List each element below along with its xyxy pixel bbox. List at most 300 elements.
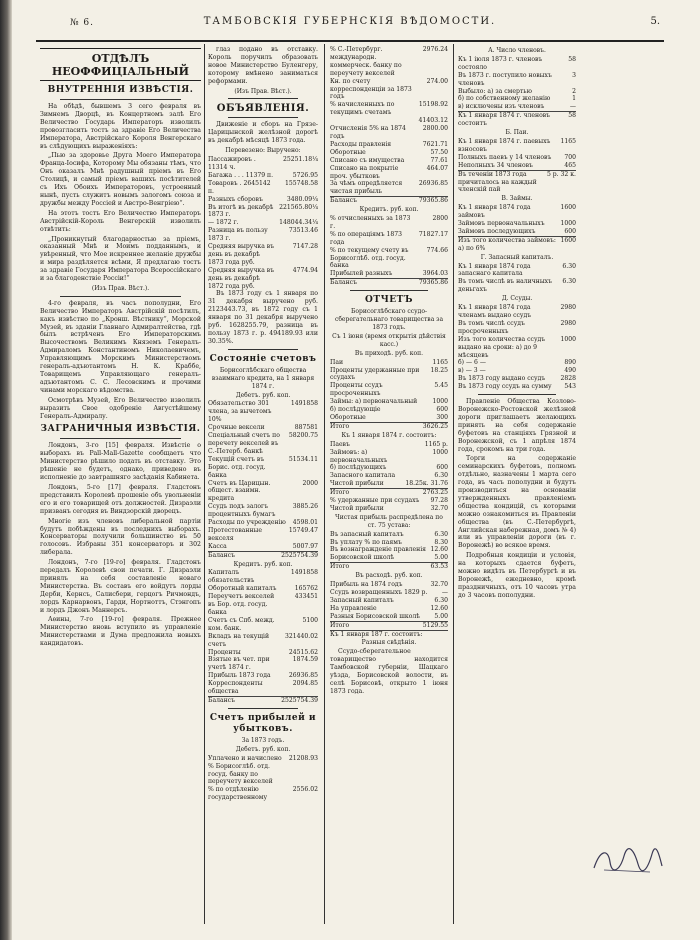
- ledger-label: Вкладъ на текущій счетъ: [208, 632, 270, 648]
- ledger-value: 32.70: [430, 504, 448, 512]
- ledger-value: 1491858: [290, 569, 318, 577]
- ledger-row: [458, 138, 576, 154]
- ledger-value: 73513.46: [288, 227, 318, 235]
- ledger-value: 3964.03: [422, 270, 448, 278]
- ledger-label: б) послѣдующихъ: [330, 464, 387, 472]
- ledger-label: Займы: а) первоначальный: [330, 398, 418, 406]
- ledger-label: Расходы по учрежденію: [208, 519, 286, 527]
- profit-loss-intro: За 1873 годъ.: [241, 736, 285, 744]
- ledger-label: Багажа . . . 11379 п.: [208, 171, 274, 179]
- ledger-value: 71827.17: [418, 230, 448, 238]
- table-header: Дебетъ. руб. коп.: [235, 745, 291, 753]
- handwritten-signature: [590, 840, 665, 880]
- ledger-value: 3885.26: [292, 503, 318, 511]
- ledger-row: [458, 336, 576, 360]
- total-row: [330, 563, 448, 571]
- ledger-row: [330, 359, 448, 367]
- page-header: [20, 0, 680, 32]
- ledger-mid: [330, 125, 448, 196]
- ledger-row: [208, 180, 318, 196]
- total-value: 3626.25: [378, 422, 448, 430]
- separator: [60, 296, 181, 297]
- ledger-row: [458, 162, 576, 170]
- profit-loss-title: Счетъ прибылей и убытковъ.: [209, 712, 317, 734]
- ledger-value: 1000: [432, 448, 448, 456]
- credit-table: [208, 569, 318, 696]
- ledger-value: 3: [572, 71, 576, 79]
- ledger-row: [330, 180, 448, 196]
- total-label: Итого: [330, 422, 378, 430]
- ledger-value: 18.25к. 31.76: [405, 480, 448, 488]
- ledger-label: Чистой прибыли: [330, 504, 384, 512]
- ledger-label: б) — 6 —: [458, 359, 486, 367]
- ledger-label: % начисленныхъ по текущимъ счетамъ: [330, 101, 395, 117]
- ledger-row: [330, 101, 448, 117]
- total-value: 2763.25: [378, 489, 448, 497]
- ledger-row: [208, 755, 318, 787]
- end-row: [330, 630, 448, 639]
- separator: [350, 290, 428, 291]
- ledger-row: [330, 367, 448, 383]
- ledger-row: [458, 278, 576, 294]
- total-value: 58: [565, 112, 576, 128]
- ledger-row: [330, 554, 448, 562]
- total-row: [330, 630, 448, 638]
- ledger-value: 490: [564, 367, 576, 375]
- ledger-value: 77.61: [430, 156, 448, 164]
- ledger-value: 155748.58: [285, 179, 318, 187]
- total-value: 79365.86: [384, 197, 448, 205]
- ledger-row: [330, 125, 448, 141]
- ledger-label: Средняя выручка въ день въ декабрѣ 1872 года руб.: [208, 266, 275, 290]
- ledger-label: б) послѣдующіе: [330, 406, 381, 414]
- ledger-value: 1165: [560, 137, 576, 145]
- ledger-label: % по текущему счету въ Борисоглѣб. отд. госуд. банка: [330, 246, 409, 270]
- ledger-row: [458, 72, 576, 88]
- subtotal: 41403.12: [418, 117, 448, 125]
- paragraph: На обѣдѣ, бывшемъ 3 сего февраля въ Зимнемъ Дворцѣ, въ Концертномъ залѣ Его Величество Государь Императоръ изволилъ провозгласить тостъ за здравіе Его Величества Императора, Австрійскаго Короля Венгерскаго въ слѣдующихъ выраженіяхъ:: [40, 103, 201, 150]
- ledger-value: 15198.92: [418, 101, 448, 109]
- ledger-row: [330, 247, 448, 271]
- ledger-label: в) — 3 —: [458, 367, 486, 375]
- ledger-value: 2800: [432, 215, 448, 223]
- expense-total: [330, 621, 448, 630]
- ledger-row: [208, 656, 318, 672]
- ledger-value: 58200.75: [288, 432, 318, 440]
- paragraph: Осмотрѣвъ Музей, Его Величество изволилъ выразить Свое одобреніе Августѣйшему Генералъ-Адмиралу.: [40, 396, 201, 420]
- ledger-label: Чистой прибыли: [330, 480, 384, 488]
- ledger-row: [208, 527, 318, 543]
- ledger-value: 12.60: [430, 546, 448, 554]
- ledger-label: Срочные вексели: [208, 424, 265, 432]
- ledger-row: [208, 633, 318, 649]
- ledger-label: Прибыль на 1874 годъ: [330, 581, 403, 589]
- ledger-label: % по отдѣленію государственному: [208, 786, 268, 802]
- ledger-value: 321440.02: [285, 632, 318, 640]
- ledger-value: 6.30: [434, 530, 448, 538]
- ledger-value: 148044.34¼: [279, 219, 318, 227]
- total-row: [330, 422, 448, 430]
- total-value: [444, 630, 448, 638]
- paragraph: Лондонъ, 7-го [19-го] февраля. Гладстонъ передалъ Королевѣ свои печати. Г. Дизраэли принялъ на себя составленіе новаго Министерства. Въ составъ его войдутъ лорды Дерби, Кернсъ, Салисбери, герцогъ Ричмондъ, лордъ Карнарвонъ, Гарди, Нортноттъ, Стэнгопъ и лордъ Джонъ Маннерсъ.: [40, 559, 201, 614]
- ledger-row: [208, 519, 318, 527]
- ledger-label: % удержанные при ссудахъ: [330, 497, 420, 505]
- ledger-label: Разница въ пользу 1873 г.: [208, 227, 268, 243]
- ledger-value: 51534.11: [288, 455, 318, 463]
- total-label: Итого: [330, 489, 378, 497]
- ledger-value: 774.66: [426, 246, 448, 254]
- credit-total: [208, 696, 318, 705]
- ledger-label: Оборотные: [330, 148, 366, 156]
- total-value: 1600: [557, 236, 576, 252]
- total-value: 63.53: [387, 563, 448, 571]
- ledger-label: Счетъ съ Спб. межд. ком. банк.: [208, 616, 275, 632]
- ledger-value: 600: [436, 406, 448, 414]
- table-header: Перевезено: Выручено:: [225, 147, 301, 155]
- total-row: [458, 236, 576, 252]
- page-number: 5.: [650, 16, 660, 27]
- ledger-label: в) исключены изъ членовъ: [458, 103, 545, 111]
- ledger-row: [330, 46, 448, 78]
- expense-table: [330, 581, 448, 621]
- ledger-label: Въ итогѣ въ декабрѣ 1873 г.: [208, 203, 274, 219]
- ledger-label: Проценты: [208, 648, 241, 656]
- ledger-value: 6.30: [434, 596, 448, 604]
- table-header: Кредитъ. руб. коп.: [233, 560, 293, 568]
- ledger-value: 18.25: [430, 366, 448, 374]
- ledger-row: [208, 432, 318, 456]
- separator: [228, 708, 298, 709]
- total-value: 5129.55: [378, 621, 448, 629]
- paragraph: Въ 1873 году съ 1 января по 31 декабря выручено руб. 2123443.73, въ 1872 году съ 1 января по 31 декабря выручено руб. 1628255.79, разница въ пользу 1873 г. р. 494189.93 или 30.35%.: [208, 290, 318, 345]
- ledger-value: 2980: [560, 304, 576, 312]
- members-total: [458, 111, 576, 128]
- ledger-value: 5.45: [434, 382, 448, 390]
- ledger-row: [330, 531, 448, 539]
- ledger-value: 26936.85: [418, 180, 448, 188]
- ledger-row: [208, 543, 318, 551]
- total-row: [330, 621, 448, 629]
- total-label: Балансъ: [330, 197, 384, 205]
- ledger-label: Къ 1 января 1874 года членамъ выдано ссудъ: [458, 304, 532, 319]
- total-row: [208, 696, 318, 704]
- ledger-label: % отчисленныхъ за 1873 г.: [330, 215, 411, 230]
- ledger-row: [208, 196, 318, 204]
- ledger-value: 1: [572, 95, 576, 103]
- column-1: [40, 46, 201, 926]
- ledger-label: Спеціальный счетъ по перечету векселей въ С.-Петерб. банкѣ: [208, 432, 280, 455]
- ledger-label: Отчисленія 5% на 1874 годъ: [330, 125, 406, 140]
- paragraph: „Пью за здоровье Друга Моего Императора Франца-Іосифа, Которому Мы обязаны тѣмъ, что Онъ оказалъ Мнѣ радушный пріемъ въ Его Столицѣ, и самый пріемъ вашихъ посѣтителей съ Ихъ Обоихъ Императоровъ, устроенный нынѣ, пусть служитъ новымъ залогомъ союза и дружбы между Россіей и Австро-Венгріею“.: [40, 152, 201, 207]
- ledger-row: [208, 617, 318, 633]
- ledger-row: [330, 157, 448, 165]
- ledger-label: Ссудъ возвращенныхъ 1829 р.: [330, 589, 428, 596]
- ledger-value: 600: [564, 227, 576, 235]
- ledger-row: [208, 219, 318, 227]
- ledger-row: [330, 231, 448, 247]
- ledger-label: Займовъ первоначальныхъ: [458, 220, 545, 228]
- ledger-value: 97.28: [430, 497, 448, 505]
- ledger-row: [208, 480, 318, 504]
- ledger-value: 1000: [560, 335, 576, 343]
- ledger-label: Къ 1 января 1874 года запаснаго капитала: [458, 262, 531, 278]
- ledger-label: За чѣмъ опредѣляется чистая прибыль: [330, 180, 403, 196]
- ledger-label: Счетъ въ Царицын. общест. взаимн. кредита: [208, 479, 271, 503]
- distribution-title: Чистая прибыль распредѣлена по ст. 75 устава:: [335, 513, 443, 529]
- total-label: Балансъ: [208, 696, 252, 704]
- source-note: (Изъ Прав. Вѣст.).: [234, 87, 292, 95]
- ledger-value: 464.07: [426, 164, 448, 172]
- ledger-label: Оборотные: [330, 413, 366, 421]
- separator: [228, 349, 298, 350]
- ledger-label: Касса: [208, 542, 227, 550]
- ledger-value: 2828: [560, 375, 576, 383]
- ledger-row: [208, 172, 318, 180]
- loans-issued-title: Д. Ссуды.: [501, 295, 533, 303]
- jan-table: [330, 441, 448, 488]
- ledger-label: % по операціямъ 1873 года: [330, 230, 403, 246]
- column-divider: [453, 44, 454, 924]
- ledger-value: 32.70: [430, 581, 448, 589]
- ledger-row: [330, 505, 448, 513]
- ledger-row: [330, 78, 448, 102]
- ledger-value: 5100: [302, 616, 318, 624]
- shares-title: Б. Паи.: [505, 129, 529, 137]
- newspaper-title: ТАМБОВСКІЯ ГУБЕРНСКІЯ ВѢДОМОСТИ.: [203, 16, 497, 27]
- ledger-value: 1874.59: [292, 656, 318, 664]
- ledger-row: [208, 649, 318, 657]
- issue-number: № 6.: [70, 18, 94, 28]
- ledger-value: 24515.62: [288, 648, 318, 656]
- column-divider: [324, 44, 325, 924]
- traffic-table: [208, 156, 318, 290]
- ledger-label: Товаровъ . 2645142 п.: [208, 179, 271, 195]
- ledger-value: 4774.94: [292, 266, 318, 274]
- ledger-row: [330, 472, 448, 480]
- ledger-label: Въ 1873 году выдано ссудъ: [458, 375, 546, 383]
- total-label: Балансъ: [330, 279, 384, 287]
- ledger-row: [208, 503, 318, 519]
- jan-head: Къ 1 января 1874 г. состоитъ:: [341, 431, 437, 439]
- separator: [478, 394, 556, 395]
- ledger-label: % С.-Петербург. международн. коммерческ. банку по переучету векселей: [330, 46, 402, 77]
- ledger-row: [330, 497, 448, 505]
- ledger-row: [330, 270, 448, 278]
- ledger-row: [330, 149, 448, 157]
- ledger-row: [330, 215, 448, 231]
- total-label: Въ теченіи 1873 года причиталось на каждый членскій пай: [458, 170, 544, 194]
- accounts-title: Состояніе счетовъ: [209, 353, 317, 364]
- ledger-label: Средняя выручка въ день въ декабрѣ 1873 года руб.: [208, 243, 275, 266]
- ledger-row: [330, 398, 448, 406]
- ledger-label: Займовъ последующихъ: [458, 227, 536, 235]
- ledger-row: [330, 382, 448, 398]
- ledger-label: Проценты удержанные при ссудахъ: [330, 366, 420, 382]
- ledger-value: 700: [564, 153, 576, 161]
- ledger-row: [330, 613, 448, 621]
- distribution-total: [330, 562, 448, 571]
- misc-title: Разныя свѣдѣнія.: [361, 639, 417, 647]
- table-header: Въ расходѣ. руб. коп.: [355, 572, 423, 580]
- ledger-value: 1165 р.: [424, 440, 448, 448]
- ledger-value: 12.60: [430, 604, 448, 612]
- ledger-label: Паи: [330, 358, 344, 366]
- ledger-row: [208, 593, 318, 617]
- ledger-row: [330, 581, 448, 589]
- paragraph: Правленіе Общества Козлово-Воронежско-Ростовской желѣзной дороги приглашаетъ желающихъ принять на себя содержаніе буфетовъ на станціяхъ Грязной и Воронежской, съ 1 апрѣля 1874 года, срокомъ на три года.: [458, 398, 576, 453]
- ledger-label: Протестованные векселя: [208, 526, 262, 542]
- ledger-value: 1165: [432, 358, 448, 366]
- ledger-value: 5007.97: [292, 542, 318, 550]
- column-3: [330, 46, 448, 926]
- loans-pct: [458, 236, 576, 253]
- separator: [60, 438, 181, 439]
- ledger-value: 15749.47: [288, 526, 318, 534]
- ledger-row: [208, 267, 318, 291]
- ledger-row: [330, 141, 448, 149]
- ledger-row: [330, 546, 448, 554]
- ledger-row: [208, 569, 318, 585]
- paragraph: Торги на содержаніе семинарскихъ буфетовъ, полномъ отдѣльно, назначены 1 марта сего года, въ часъ пополудни и будутъ производиться на основаніи утвержденныхъ правленіемъ общества кондицій, съ которыми можно ознакомиться въ Правленіи общества (въ С.-Петербургѣ, Английская набережная, домъ № 4) или въ управленіи дороги (въ г. Воронежѣ) во всякое время.: [458, 455, 576, 550]
- ledger-row: [330, 464, 448, 472]
- ledger-label: Къ 1 января 1874 года займовъ: [458, 204, 531, 220]
- paragraph: Аѳины, 7-го [19-го] февраля. Прежнее Министерство вновь вступило въ управленіе Министерствами и Дума предложила новыхъ кандидатовъ.: [40, 616, 201, 648]
- ledger-label: Въ томъ числѣ ссудъ просроченныхъ: [458, 319, 525, 335]
- ledger-row: [458, 367, 576, 375]
- ledger-label: Переучетъ векселей въ Бор. отд. госуд. банка: [208, 593, 275, 616]
- total-value: 2525754.39: [252, 696, 318, 704]
- ledger-row: [208, 204, 318, 220]
- ledger-value: 1491858: [290, 400, 318, 408]
- ledger-row: [458, 375, 576, 383]
- ledger-row: [208, 456, 318, 480]
- loans-issued-more: [458, 375, 576, 391]
- ledger-row: [458, 304, 576, 320]
- ledger-row: [458, 228, 576, 236]
- ledger-row: [208, 243, 318, 267]
- ledger-label: Запасный капиталъ: [330, 596, 394, 604]
- ledger-value: 433451: [294, 593, 318, 601]
- ledger-value: 6.30: [562, 278, 576, 286]
- balance-row: [330, 196, 448, 205]
- loans-table: [458, 204, 576, 236]
- ledger-value: 543: [564, 383, 576, 391]
- internal-news-title: ВНУТРЕННІЯ ИЗВѢСТІЯ.: [47, 85, 194, 95]
- ledger-row: [208, 156, 318, 172]
- separator: [228, 98, 298, 99]
- ledger-row: [208, 680, 318, 696]
- ledger-value: 1600: [560, 204, 576, 212]
- ledger-value: 25251.18¼: [283, 156, 318, 164]
- ledger-label: Въ томъ числѣ въ наличныхъ деньгахъ: [458, 278, 552, 294]
- column-4: [458, 46, 576, 926]
- ledger-label: Въ 1873 г. поступило новыхъ членовъ: [458, 71, 552, 87]
- debit-table: [208, 400, 318, 550]
- ledger-label: Капиталъ обязательствъ: [208, 569, 255, 585]
- ledger-top: [330, 46, 448, 117]
- credit-table: [330, 215, 448, 278]
- ledger-label: Списано на покрытіе проч. убытковъ: [330, 164, 399, 180]
- paragraph: Многіе изъ членовъ либеральной партіи будутъ побѣждены въ последнихъ выборахъ. Консерваторы получили большинство въ 50 голосовъ. Избраны 351 консерваторъ и 302 либерала.: [40, 517, 201, 557]
- ledger-label: Полныхъ паевъ у 14 членовъ: [458, 153, 552, 161]
- ledger-label: Списано съ имущества: [330, 156, 405, 164]
- column-2: [208, 46, 318, 926]
- ledger-label: Паевъ: [330, 440, 350, 448]
- source-note: (Изъ Прав. Вѣст.).: [91, 284, 150, 292]
- ledger-label: Оборотный капиталъ: [208, 585, 277, 593]
- ledger-row: [208, 672, 318, 680]
- ledger-row: [330, 441, 448, 449]
- ledger-label: Кн. по счету корреспонденціи за 1873 годъ: [330, 77, 412, 101]
- ledger-row: [330, 406, 448, 414]
- ledger-row: [208, 424, 318, 432]
- ledger-label: Прибыль 1873 года: [208, 672, 271, 680]
- ledger-value: 300: [436, 413, 448, 421]
- section-title-unofficial: ОТДѢЛЪ НЕОФФИЦІАЛЬНЫЙ: [40, 48, 201, 81]
- ledger-value: 165762: [294, 585, 318, 593]
- ledger-value: 1000: [432, 398, 448, 406]
- profit-table: [208, 755, 318, 802]
- ledger-value: 2000: [302, 479, 318, 487]
- ledger-value: 5.00: [434, 612, 448, 620]
- ledger-row: [458, 263, 576, 279]
- ledger-row: [458, 56, 576, 72]
- ledger-value: 2: [572, 87, 576, 95]
- ledger-label: Уплачено и начислено % Борисоглѣб. отд. госуд. банку по переучету векселей: [208, 754, 282, 786]
- total-row: [330, 489, 448, 497]
- jan-total: [330, 488, 448, 497]
- balance-row: [330, 278, 448, 287]
- total-label: Итого: [330, 621, 378, 629]
- foreign-news-title: ЗАГРАНИЧНЫЯ ИЗВѢСТІЯ.: [40, 424, 201, 435]
- table-header: Кредитъ. руб. коп.: [359, 206, 419, 214]
- total-label: Къ 1 января 1874 г. членовъ состоитъ: [458, 112, 565, 128]
- income-table: [330, 359, 448, 422]
- total-label: Къ 1 января 187 г. состоитъ:: [330, 630, 444, 638]
- column-divider: [204, 44, 205, 924]
- ledger-row: [330, 589, 448, 597]
- ledger-label: Запасного капитала: [330, 472, 396, 480]
- ledger-row: [208, 400, 318, 424]
- ledger-value: 6.30: [562, 262, 576, 270]
- ledger-value: 7147.28: [292, 243, 318, 251]
- shares-table: [458, 138, 576, 170]
- announcements-title: ОБЪЯВЛЕНІЯ.: [216, 103, 310, 115]
- reserve-table: [458, 263, 576, 295]
- ledger-row: [458, 95, 576, 103]
- ledger-row: [208, 227, 318, 243]
- report-title: ОТЧЕТЪ: [365, 295, 413, 306]
- ledger-row: [330, 414, 448, 422]
- paragraph: 4-го февраля, въ часъ пополудни, Его Величество Императоръ Австрійскій посѣтилъ, какъ извѣстно по „Кронш. Вѣстнику“, Морской Музей, въ зданіи Главнаго Адмиралтейства, гдѣ былъ встрѣченъ Его Императорскимъ Высочествомъ Великимъ Княземъ Генералъ-Адмираломъ Константиномъ Николаевичемъ, Управляющимъ Морскимъ Министерствомъ генералъ-адъютантомъ Н. К. Краббе, Товарищемъ Управляющаго генералъ-адъютантомъ С. С. Лесовскимъ и прочими чинами морскаго вѣдомства.: [40, 299, 201, 394]
- paragraph: Лондонъ, 5-го [17] февраля. Гладстонъ представилъ Королевѣ прошеніе объ увольненіи его и его товарищей отъ должностей. Дизраэли призванъ сегодня въ Виндзорскій дворецъ.: [40, 483, 201, 515]
- ledger-label: Въ 1873 году ссудъ на сумму: [458, 383, 552, 391]
- ledger-value: 1000: [560, 220, 576, 228]
- paragraph: „Проникнутый благодарностью за пріемъ, оказанный Мнѣ и Моимъ подданнымъ, и увѣренный, что Мое искреннее желаніе дружбы и мира раздѣляется всѣми, Я предлагаю тостъ за здравіе Государя Императора Всероссійскаго и за благоденствіе Россіи!“: [40, 235, 201, 283]
- ledger-row: [458, 359, 576, 367]
- ledger-label: — 1872 г.: [208, 219, 239, 227]
- ledger-label: Корреспонденты общества: [208, 680, 263, 696]
- ledger-value: 600: [436, 464, 448, 472]
- total-value: 2525754.39: [252, 551, 318, 559]
- ledger-label: Въ запасный капиталъ: [330, 530, 404, 538]
- ledger-label: Къ 1 января 1874 г. паевыхъ взносовъ: [458, 137, 551, 153]
- ledger-row: [458, 220, 576, 228]
- ledger-label: На управленіе: [330, 604, 377, 612]
- paragraph: Подробныя кондиціи и условія, на которыхъ сдается буфетъ, можно видѣть въ Петербургѣ и въ Воронежѣ, ежедневно, кромѣ праздничныхъ, отъ 10 часовъ утра до 3 часовъ пополудни.: [458, 552, 576, 599]
- shares-avg: [458, 170, 576, 195]
- ledger-row: [458, 320, 576, 336]
